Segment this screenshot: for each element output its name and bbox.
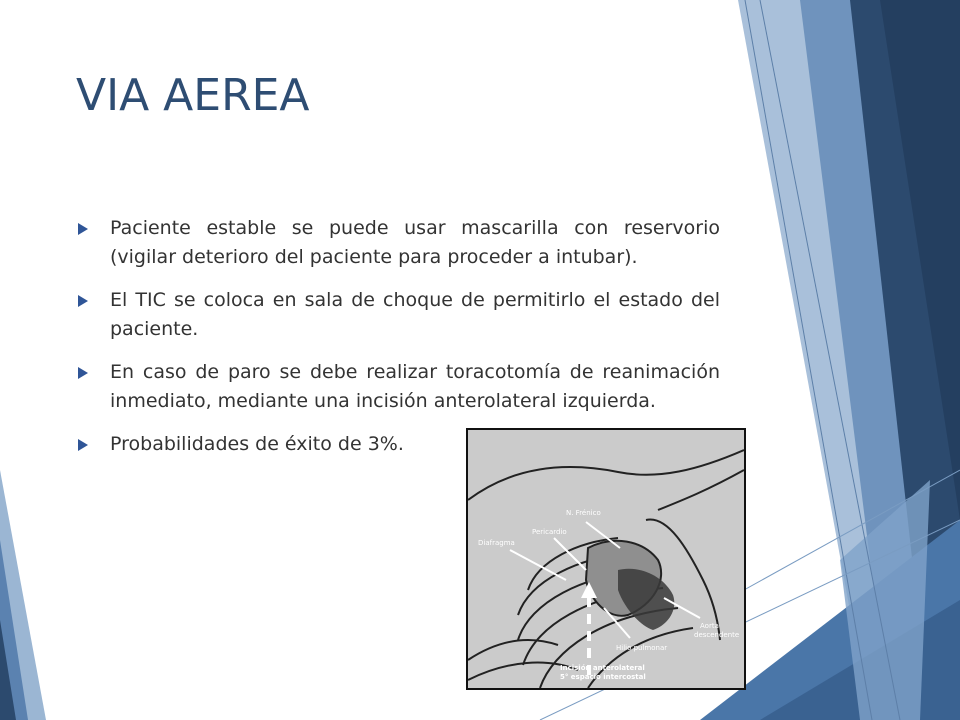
bullet-text: En caso de paro se debe realizar toracotomía de reanimación inmediato, mediante una incisión anterolateral izquierda.: [110, 361, 720, 412]
bullet-text: Probabilidades de éxito de 3%.: [110, 433, 404, 455]
thoracotomy-drawing: [468, 430, 744, 688]
label-incision-2: 5° espacio intercostal: [560, 673, 646, 681]
thoracotomy-illustration: [466, 428, 746, 690]
bullet-arrow-icon: [78, 295, 88, 307]
bullet-item: [76, 214, 720, 272]
bullet-arrow-icon: [78, 367, 88, 379]
bullet-item: [76, 286, 720, 344]
label-diafragma: Diafragma: [478, 539, 515, 547]
slide-title: VIA AEREA: [76, 70, 310, 121]
label-hilio: Hilio pulmonar: [616, 644, 668, 652]
bullet-arrow-icon: [78, 223, 88, 235]
bullet-text: Paciente estable se puede usar mascarilla con reservorio (vigilar deterioro del paciente para proceder a intubar).: [110, 217, 720, 268]
bullet-arrow-icon: [78, 439, 88, 451]
label-incision-1: Incisión anterolateral: [560, 664, 645, 672]
bullet-item: [76, 358, 720, 416]
label-aorta-1: Aorta: [700, 622, 719, 630]
label-pericardio: Pericardio: [532, 528, 567, 536]
label-aorta-2: descendente: [694, 631, 740, 639]
label-n-frenico: N. Frénico: [566, 509, 601, 517]
bullet-text: El TIC se coloca en sala de choque de permitirlo el estado del paciente.: [110, 289, 720, 340]
